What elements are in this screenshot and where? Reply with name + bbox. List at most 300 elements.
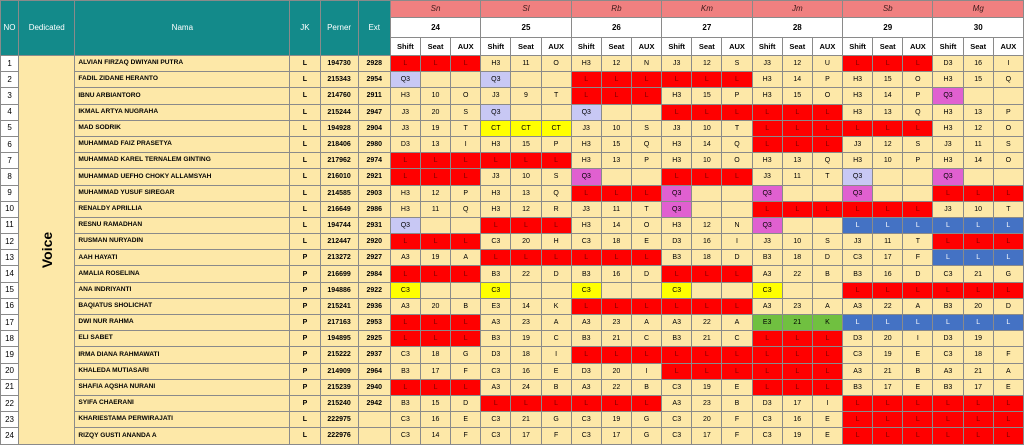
shift-cell[interactable]: L [390,153,420,169]
aux-cell[interactable]: P [993,104,1023,120]
aux-cell[interactable]: S [993,136,1023,152]
employee-name[interactable]: AAH HAYATI [75,250,290,266]
aux-cell[interactable] [631,169,661,185]
ext-cell[interactable]: 2940 [358,379,390,395]
seat-cell[interactable] [601,104,631,120]
employee-name[interactable]: IKMAL ARTYA NUGRAHA [75,104,290,120]
aux-cell[interactable] [722,201,752,217]
ext-cell[interactable]: 2931 [358,217,390,233]
ext-cell[interactable]: 2921 [358,169,390,185]
aux-cell[interactable]: L [993,250,1023,266]
aux-cell[interactable]: S [722,56,752,72]
shift-cell[interactable]: C3 [481,363,511,379]
shift-cell[interactable]: B3 [662,250,692,266]
aux-cell[interactable]: P [451,185,481,201]
aux-cell[interactable]: L [903,395,933,411]
aux-cell[interactable] [451,217,481,233]
aux-cell[interactable] [722,282,752,298]
employee-name[interactable]: FADIL ZIDANE HERANTO [75,72,290,88]
seat-cell[interactable]: 20 [420,104,450,120]
seat-cell[interactable]: 18 [963,347,993,363]
perner-cell[interactable]: 212447 [320,234,358,250]
perner-cell[interactable]: 215241 [320,298,358,314]
gender-cell[interactable]: L [290,153,320,169]
aux-cell[interactable]: Q [993,72,1023,88]
shift-cell[interactable]: B3 [571,266,601,282]
shift-cell[interactable]: A3 [662,315,692,331]
seat-cell[interactable]: 11 [511,56,541,72]
seat-cell[interactable]: L [511,250,541,266]
aux-cell[interactable]: F [451,428,481,444]
gender-cell[interactable]: L [290,234,320,250]
aux-cell[interactable]: D [541,266,571,282]
aux-cell[interactable]: R [541,201,571,217]
shift-cell[interactable]: H3 [662,136,692,152]
aux-cell[interactable]: L [903,282,933,298]
aux-cell[interactable]: L [451,315,481,331]
seat-cell[interactable]: L [782,136,812,152]
aux-cell[interactable]: F [722,412,752,428]
aux-cell[interactable]: L [722,363,752,379]
aux-cell[interactable]: Q [903,104,933,120]
shift-cell[interactable]: Q3 [662,185,692,201]
shift-cell[interactable]: C3 [933,347,963,363]
aux-cell[interactable] [903,169,933,185]
seat-cell[interactable]: 19 [782,428,812,444]
shift-cell[interactable]: H3 [481,185,511,201]
aux-cell[interactable]: L [451,379,481,395]
shift-cell[interactable]: L [571,395,601,411]
shift-cell[interactable]: L [662,266,692,282]
shift-cell[interactable]: L [933,395,963,411]
aux-cell[interactable]: L [812,136,842,152]
employee-name[interactable]: MUHAMMAD KAREL TERNALEM GINTING [75,153,290,169]
gender-cell[interactable]: P [290,250,320,266]
aux-cell[interactable] [631,104,661,120]
shift-cell[interactable]: H3 [752,88,782,104]
employee-name[interactable]: RENALDY APRILLIA [75,201,290,217]
aux-cell[interactable] [812,217,842,233]
aux-cell[interactable]: F [722,428,752,444]
seat-cell[interactable]: L [873,56,903,72]
seat-cell[interactable]: L [601,72,631,88]
shift-cell[interactable]: L [752,201,782,217]
aux-cell[interactable]: C [631,331,661,347]
shift-cell[interactable]: Q3 [481,104,511,120]
seat-cell[interactable]: 15 [692,88,722,104]
shift-cell[interactable]: D3 [843,331,873,347]
seat-cell[interactable]: 14 [511,298,541,314]
shift-cell[interactable]: J3 [662,120,692,136]
shift-cell[interactable]: B3 [390,363,420,379]
shift-cell[interactable]: B3 [933,379,963,395]
aux-cell[interactable]: L [722,169,752,185]
aux-cell[interactable]: G [631,428,661,444]
shift-cell[interactable]: L [843,217,873,233]
seat-cell[interactable]: L [420,169,450,185]
aux-cell[interactable]: F [541,428,571,444]
shift-cell[interactable]: D3 [390,136,420,152]
aux-cell[interactable]: L [631,395,661,411]
seat-cell[interactable]: L [601,88,631,104]
seat-cell[interactable]: L [420,56,450,72]
seat-cell[interactable]: 10 [692,153,722,169]
aux-cell[interactable]: B [903,363,933,379]
ext-cell[interactable]: 2920 [358,234,390,250]
shift-cell[interactable]: L [390,169,420,185]
ext-cell[interactable]: 2953 [358,315,390,331]
employee-name[interactable]: MUHAMMAD FAIZ PRASETYA [75,136,290,152]
aux-cell[interactable]: U [812,56,842,72]
seat-cell[interactable]: 17 [873,379,903,395]
seat-cell[interactable]: 14 [420,428,450,444]
seat-cell[interactable] [692,282,722,298]
aux-cell[interactable]: L [812,347,842,363]
aux-cell[interactable]: P [903,88,933,104]
seat-cell[interactable]: 21 [782,315,812,331]
aux-cell[interactable]: L [812,379,842,395]
shift-cell[interactable]: L [752,347,782,363]
aux-cell[interactable]: E [812,428,842,444]
seat-cell[interactable]: 22 [511,266,541,282]
seat-cell[interactable]: L [601,298,631,314]
shift-cell[interactable]: C3 [843,250,873,266]
shift-cell[interactable]: H3 [390,88,420,104]
seat-cell[interactable]: 18 [692,250,722,266]
seat-cell[interactable]: L [601,347,631,363]
shift-cell[interactable]: J3 [933,201,963,217]
aux-cell[interactable]: L [541,153,571,169]
seat-cell[interactable]: L [782,379,812,395]
shift-cell[interactable]: L [752,331,782,347]
perner-cell[interactable]: 216649 [320,201,358,217]
seat-cell[interactable]: L [873,217,903,233]
seat-cell[interactable]: L [963,282,993,298]
shift-cell[interactable]: L [933,282,963,298]
seat-cell[interactable]: 19 [873,347,903,363]
seat-cell[interactable]: 13 [511,185,541,201]
perner-cell[interactable]: 216699 [320,266,358,282]
aux-cell[interactable]: I [993,56,1023,72]
ext-cell[interactable] [358,428,390,444]
employee-name[interactable]: MUHAMMAD UEFHO CHOKY ALLAMSYAH [75,169,290,185]
aux-cell[interactable] [631,282,661,298]
aux-cell[interactable]: A [903,298,933,314]
shift-cell[interactable]: C3 [843,347,873,363]
perner-cell[interactable]: 214585 [320,185,358,201]
aux-cell[interactable]: L [722,347,752,363]
seat-cell[interactable] [420,282,450,298]
shift-cell[interactable]: L [481,217,511,233]
seat-cell[interactable]: 13 [963,104,993,120]
aux-cell[interactable] [541,104,571,120]
gender-cell[interactable]: L [290,185,320,201]
seat-cell[interactable]: 12 [692,56,722,72]
seat-cell[interactable] [873,169,903,185]
seat-cell[interactable] [601,282,631,298]
seat-cell[interactable]: L [873,428,903,444]
shift-cell[interactable]: A3 [662,395,692,411]
shift-cell[interactable]: H3 [662,153,692,169]
gender-cell[interactable]: L [290,169,320,185]
aux-cell[interactable]: Q [722,136,752,152]
seat-cell[interactable]: 15 [601,136,631,152]
employee-name[interactable]: SYIFA CHAERANI [75,395,290,411]
aux-cell[interactable] [993,169,1023,185]
seat-cell[interactable]: 17 [692,428,722,444]
aux-cell[interactable]: L [812,120,842,136]
shift-cell[interactable]: L [843,282,873,298]
seat-cell[interactable]: 11 [601,201,631,217]
seat-cell[interactable]: L [692,266,722,282]
seat-cell[interactable]: 21 [873,363,903,379]
seat-cell[interactable]: 18 [782,250,812,266]
aux-cell[interactable]: I [812,395,842,411]
shift-cell[interactable]: H3 [662,88,692,104]
seat-cell[interactable]: 21 [963,363,993,379]
aux-cell[interactable] [903,185,933,201]
aux-cell[interactable]: F [993,347,1023,363]
shift-cell[interactable]: C3 [752,282,782,298]
shift-cell[interactable]: B3 [481,266,511,282]
shift-cell[interactable]: A3 [752,266,782,282]
aux-cell[interactable]: E [903,379,933,395]
perner-cell[interactable]: 194730 [320,56,358,72]
gender-cell[interactable]: P [290,282,320,298]
seat-cell[interactable] [692,185,722,201]
ext-cell[interactable]: 2928 [358,56,390,72]
seat-cell[interactable]: 11 [963,136,993,152]
shift-cell[interactable]: D3 [662,234,692,250]
employee-name[interactable]: IBNU ARBIANTORO [75,88,290,104]
perner-cell[interactable]: 213272 [320,250,358,266]
gender-cell[interactable]: P [290,347,320,363]
seat-cell[interactable]: L [420,379,450,395]
ext-cell[interactable]: 2904 [358,120,390,136]
perner-cell[interactable]: 214909 [320,363,358,379]
shift-cell[interactable]: D3 [933,56,963,72]
aux-cell[interactable]: L [993,412,1023,428]
shift-cell[interactable]: L [662,298,692,314]
shift-cell[interactable]: Q3 [933,169,963,185]
seat-cell[interactable]: 9 [511,88,541,104]
aux-cell[interactable]: L [903,120,933,136]
aux-cell[interactable]: L [451,169,481,185]
aux-cell[interactable]: L [631,72,661,88]
seat-cell[interactable]: L [963,234,993,250]
aux-cell[interactable]: O [541,56,571,72]
shift-cell[interactable]: Q3 [662,201,692,217]
shift-cell[interactable]: A3 [752,298,782,314]
seat-cell[interactable]: 12 [420,185,450,201]
aux-cell[interactable]: P [722,88,752,104]
seat-cell[interactable]: 21 [601,331,631,347]
seat-cell[interactable]: 10 [692,120,722,136]
shift-cell[interactable]: L [481,250,511,266]
shift-cell[interactable]: L [390,56,420,72]
shift-cell[interactable]: L [933,234,963,250]
seat-cell[interactable]: L [420,331,450,347]
shift-cell[interactable]: A3 [481,379,511,395]
seat-cell[interactable]: 14 [873,88,903,104]
aux-cell[interactable] [812,185,842,201]
perner-cell[interactable]: 215244 [320,104,358,120]
shift-cell[interactable]: J3 [933,136,963,152]
shift-cell[interactable]: L [933,185,963,201]
aux-cell[interactable]: B [722,395,752,411]
aux-cell[interactable]: N [722,217,752,233]
seat-cell[interactable]: 15 [873,72,903,88]
aux-cell[interactable]: E [903,347,933,363]
ext-cell[interactable]: 2927 [358,250,390,266]
aux-cell[interactable]: I [541,347,571,363]
shift-cell[interactable]: Q3 [571,104,601,120]
shift-cell[interactable]: L [571,250,601,266]
aux-cell[interactable]: S [541,169,571,185]
aux-cell[interactable]: CT [541,120,571,136]
shift-cell[interactable]: L [843,201,873,217]
aux-cell[interactable]: L [451,331,481,347]
seat-cell[interactable]: 17 [963,379,993,395]
aux-cell[interactable]: L [993,315,1023,331]
aux-cell[interactable]: E [722,379,752,395]
seat-cell[interactable]: 19 [420,250,450,266]
aux-cell[interactable]: N [631,56,661,72]
aux-cell[interactable]: L [993,282,1023,298]
perner-cell[interactable]: 214760 [320,88,358,104]
seat-cell[interactable]: L [692,347,722,363]
ext-cell[interactable]: 2984 [358,266,390,282]
seat-cell[interactable]: 23 [782,298,812,314]
seat-cell[interactable]: L [963,315,993,331]
shift-cell[interactable]: J3 [571,201,601,217]
aux-cell[interactable]: I [903,331,933,347]
seat-cell[interactable]: 23 [511,315,541,331]
perner-cell[interactable]: 222975 [320,412,358,428]
seat-cell[interactable] [601,169,631,185]
seat-cell[interactable]: 16 [511,363,541,379]
aux-cell[interactable]: T [722,120,752,136]
seat-cell[interactable]: L [963,395,993,411]
seat-cell[interactable]: 14 [601,217,631,233]
perner-cell[interactable]: 222976 [320,428,358,444]
shift-cell[interactable]: C3 [481,428,511,444]
shift-cell[interactable]: C3 [390,347,420,363]
perner-cell[interactable]: 217962 [320,153,358,169]
seat-cell[interactable]: 10 [511,169,541,185]
seat-cell[interactable]: L [782,363,812,379]
shift-cell[interactable]: L [390,266,420,282]
aux-cell[interactable]: I [451,136,481,152]
shift-cell[interactable]: H3 [843,88,873,104]
shift-cell[interactable]: C3 [752,428,782,444]
ext-cell[interactable]: 2922 [358,282,390,298]
ext-cell[interactable]: 2937 [358,347,390,363]
seat-cell[interactable]: 13 [601,153,631,169]
aux-cell[interactable]: A [631,315,661,331]
seat-cell[interactable]: 10 [963,201,993,217]
perner-cell[interactable]: 215222 [320,347,358,363]
aux-cell[interactable]: E [451,412,481,428]
shift-cell[interactable]: H3 [390,185,420,201]
seat-cell[interactable]: 16 [963,56,993,72]
aux-cell[interactable]: D [903,266,933,282]
seat-cell[interactable]: L [511,395,541,411]
aux-cell[interactable]: E [541,363,571,379]
employee-name[interactable]: SHAFIA AQSHA NURANI [75,379,290,395]
aux-cell[interactable]: I [722,234,752,250]
shift-cell[interactable]: A3 [571,315,601,331]
aux-cell[interactable]: S [631,120,661,136]
aux-cell[interactable]: O [993,120,1023,136]
seat-cell[interactable] [873,185,903,201]
aux-cell[interactable]: L [903,217,933,233]
gender-cell[interactable]: L [290,217,320,233]
shift-cell[interactable]: B3 [752,250,782,266]
seat-cell[interactable]: 11 [420,201,450,217]
ext-cell[interactable]: 2964 [358,363,390,379]
shift-cell[interactable]: C3 [481,412,511,428]
aux-cell[interactable]: Q [631,136,661,152]
shift-cell[interactable]: L [843,315,873,331]
gender-cell[interactable]: L [290,104,320,120]
seat-cell[interactable]: 18 [601,234,631,250]
shift-cell[interactable]: L [933,428,963,444]
shift-cell[interactable]: L [662,169,692,185]
seat-cell[interactable]: 12 [601,56,631,72]
shift-cell[interactable]: Q3 [390,217,420,233]
seat-cell[interactable]: 16 [873,266,903,282]
seat-cell[interactable]: L [873,282,903,298]
seat-cell[interactable]: 15 [963,72,993,88]
employee-name[interactable]: RIZQY GUSTI ANANDA A [75,428,290,444]
aux-cell[interactable]: Q [541,185,571,201]
shift-cell[interactable]: L [752,136,782,152]
seat-cell[interactable] [420,72,450,88]
shift-cell[interactable]: C3 [571,428,601,444]
seat-cell[interactable]: 15 [782,88,812,104]
seat-cell[interactable]: 20 [601,363,631,379]
seat-cell[interactable]: 13 [782,153,812,169]
ext-cell[interactable] [358,412,390,428]
shift-cell[interactable]: B3 [481,331,511,347]
perner-cell[interactable]: 217163 [320,315,358,331]
seat-cell[interactable]: L [601,250,631,266]
shift-cell[interactable]: L [662,347,692,363]
shift-cell[interactable]: D3 [571,363,601,379]
aux-cell[interactable]: H [541,234,571,250]
shift-cell[interactable]: L [571,72,601,88]
shift-cell[interactable]: L [843,412,873,428]
aux-cell[interactable]: L [451,234,481,250]
seat-cell[interactable]: 21 [511,412,541,428]
seat-cell[interactable]: L [511,217,541,233]
shift-cell[interactable]: H3 [571,56,601,72]
seat-cell[interactable]: L [963,250,993,266]
gender-cell[interactable]: L [290,120,320,136]
shift-cell[interactable]: J3 [662,56,692,72]
aux-cell[interactable]: E [993,379,1023,395]
shift-cell[interactable]: A3 [390,250,420,266]
aux-cell[interactable]: B [451,298,481,314]
aux-cell[interactable]: O [722,153,752,169]
aux-cell[interactable]: I [631,363,661,379]
shift-cell[interactable]: Q3 [752,185,782,201]
aux-cell[interactable]: D [993,298,1023,314]
shift-cell[interactable]: B3 [843,379,873,395]
seat-cell[interactable]: L [873,395,903,411]
aux-cell[interactable]: E [631,234,661,250]
